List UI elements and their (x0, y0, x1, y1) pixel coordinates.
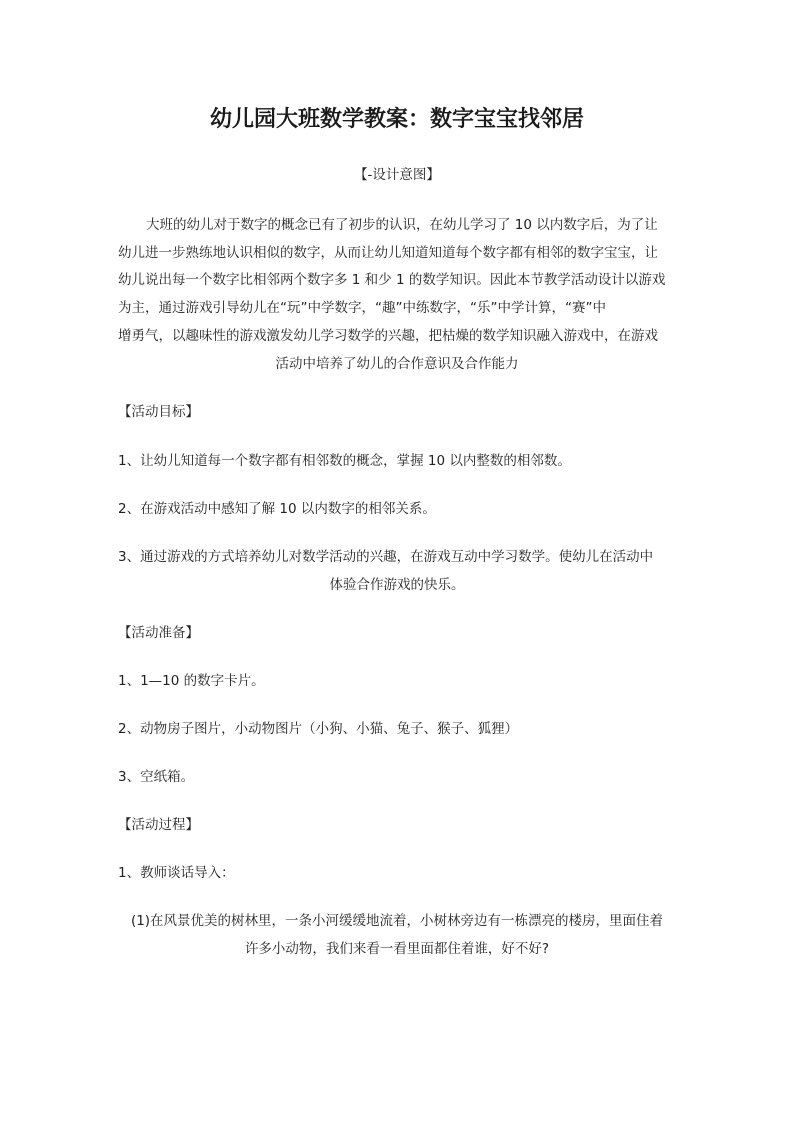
paragraph-line: 幼儿进一步熟练地认识相似的数字，从而让幼儿知道知道每个数字都有相邻的数字宝宝，让 (118, 245, 658, 261)
paragraph-line: 大班的幼儿对于数字的概念已有了初步的认识，在幼儿学习了 10 以内数字后，为了让 (146, 217, 658, 233)
prep-item: 3、空纸箱。 (118, 769, 195, 785)
section-heading-goals: 【活动目标】 (118, 404, 199, 420)
section-heading-prep: 【活动准备】 (118, 625, 199, 641)
section-heading-process: 【活动过程】 (118, 817, 199, 833)
paragraph-line: 增勇气，以趣味性的游戏激发幼儿学习数学的兴趣，把枯燥的数学知识融入游戏中，在游戏 (118, 328, 658, 344)
process-item-continuation: 许多小动物，我们来看一看里面都住着谁，好不好? (244, 941, 550, 957)
process-item: (1)在风景优美的树林里，一条小河缓缓地流着，小树林旁边有一栋漂亮的楼房，里面住着 (130, 913, 664, 929)
paragraph-line: 幼儿说出每一个数字比相邻两个数字多 1 和少 1 的数学知识。因此本节教学活动设计以游戏 (118, 272, 666, 288)
process-item: 1、教师谈话导入： (118, 865, 235, 881)
design-intent-heading: 【-设计意图】 (354, 167, 440, 183)
goal-item: 3、通过游戏的方式培养幼儿对数学活动的兴趣，在游戏互动中学习数学。使幼儿在活动中 (118, 549, 654, 565)
goal-item: 1、让幼儿知道每一个数字都有相邻数的概念，掌握 10 以内整数的相邻数。 (118, 453, 571, 469)
document-title: 幼儿园大班数学教案：数字宝宝找邻居 (209, 106, 584, 132)
paragraph-line: 为主，通过游戏引导幼儿在“玩”中学数字，“趣”中练数字，“乐”中学计算，“赛”中 (118, 300, 606, 316)
paragraph-line: 活动中培养了幼儿的合作意识及合作能力 (275, 356, 519, 372)
goal-item-continuation: 体验合作游戏的快乐。 (329, 577, 465, 593)
goal-item: 2、在游戏活动中感知了解 10 以内数字的相邻关系。 (118, 501, 436, 517)
prep-item: 1、1—10 的数字卡片。 (118, 673, 265, 689)
prep-item: 2、动物房子图片，小动物图片（小狗、小猫、兔子、猴子、狐狸） (118, 721, 519, 737)
